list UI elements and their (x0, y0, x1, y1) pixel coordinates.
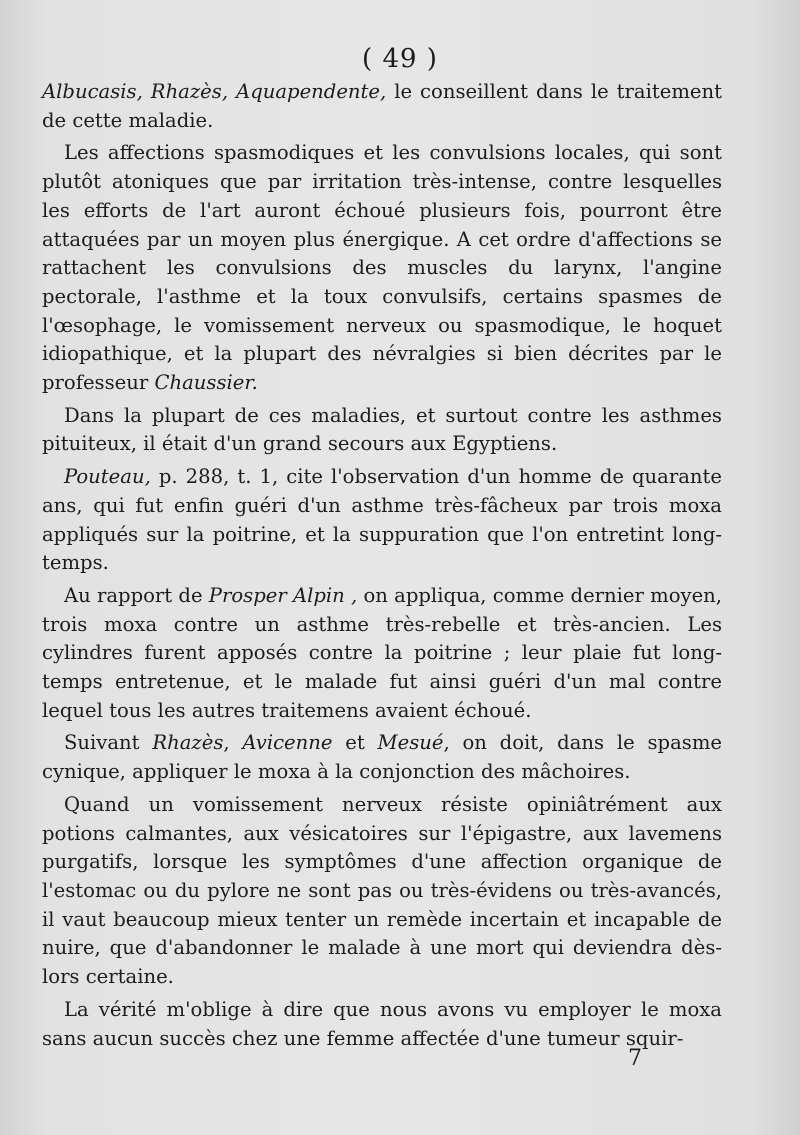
paragraph-text: , on doit, dans le spasme cynique, appliquer le moxa à la conjonction des mâchoires. (42, 731, 722, 784)
author-name: Pouteau, (64, 465, 151, 489)
paragraph (42, 791, 722, 992)
paragraph-text: Les affections spasmodiques et les convulsions locales, qui sont plutôt atoniques que par irritation très-intense, contre lesquelles les efforts de l'art auront échoué plusieurs fois, pourront être attaquées par un moyen plus énergique. A cet ordre d'affections se rattachent les convulsions des muscles du larynx, l'angine pectorale, l'asthme et la toux convulsifs, certains spasmes de l'œsophage, le vomissement nerveux ou spasmodique, le hoquet idiopathique, et la plupart des névralgies si bien décrites par le professeur (42, 141, 722, 395)
author-name: Rhazès (152, 731, 224, 755)
author-name: Chaussier. (154, 371, 258, 395)
paragraph (42, 729, 722, 786)
paragraph-text: Au rapport de (64, 583, 209, 607)
paragraph (42, 463, 722, 578)
body-text (42, 78, 722, 1057)
author-name: Mesué (377, 731, 444, 755)
paragraph (42, 78, 722, 135)
paragraph-text: La vérité m'oblige à dire que nous avons vu employer le moxa sans aucun succès chez une femme affectée d'une tumeur squir- (42, 997, 722, 1050)
separator: et (332, 731, 378, 755)
author-names: Albucasis, Rhazès, Aquapendente, (42, 80, 387, 103)
paragraph (42, 996, 722, 1053)
page-number: ( 49 ) (362, 44, 438, 74)
author-name: Prosper Alpin , (208, 583, 358, 607)
signature-mark: 7 (628, 1046, 642, 1071)
separator: , (223, 731, 243, 755)
paragraph-text: p. 288, t. 1, cite l'observation d'un homme de quarante ans, qui fut enfin guéri d'un asthme très-fâcheux par trois moxa appliqués sur la poitrine, et la suppuration que l'on entretint long-temps. (42, 465, 722, 575)
paragraph-text: Quand un vomissement nerveux résiste opiniâtrément aux potions calmantes, aux vésicatoires sur l'épigastre, aux lavemens purgatifs, lorsque les symptômes d'une affection organique de l'estomac ou du pylore ne sont pas ou très-évidens ou très-avancés, il vaut beaucoup mieux tenter un remède incertain et incapable de nuire, que d'abandonner le malade à une mort qui deviendra dès-lors certaine. (42, 792, 722, 989)
author-name: Avicenne (242, 731, 333, 755)
paragraph-text: le conseillent dans le traitement de cette maladie. (42, 80, 722, 132)
paragraph-text: Dans la plupart de ces maladies, et surtout contre les asthmes pituiteux, il était d'un grand secours aux Egyptiens. (42, 403, 722, 456)
paragraph (42, 402, 722, 459)
paragraph-text: on appliqua, comme dernier moyen, trois moxa contre un asthme très-rebelle et très-ancien. Les cylindres furent apposés contre la poitrine ; leur plaie fut long-temps entretenue, et le malade fut ainsi guéri d'un mal contre lequel tous les autres traitemens avaient échoué. (42, 583, 723, 722)
paragraph (42, 582, 722, 726)
paragraph (42, 139, 722, 397)
paragraph-text: Suivant (64, 731, 153, 755)
